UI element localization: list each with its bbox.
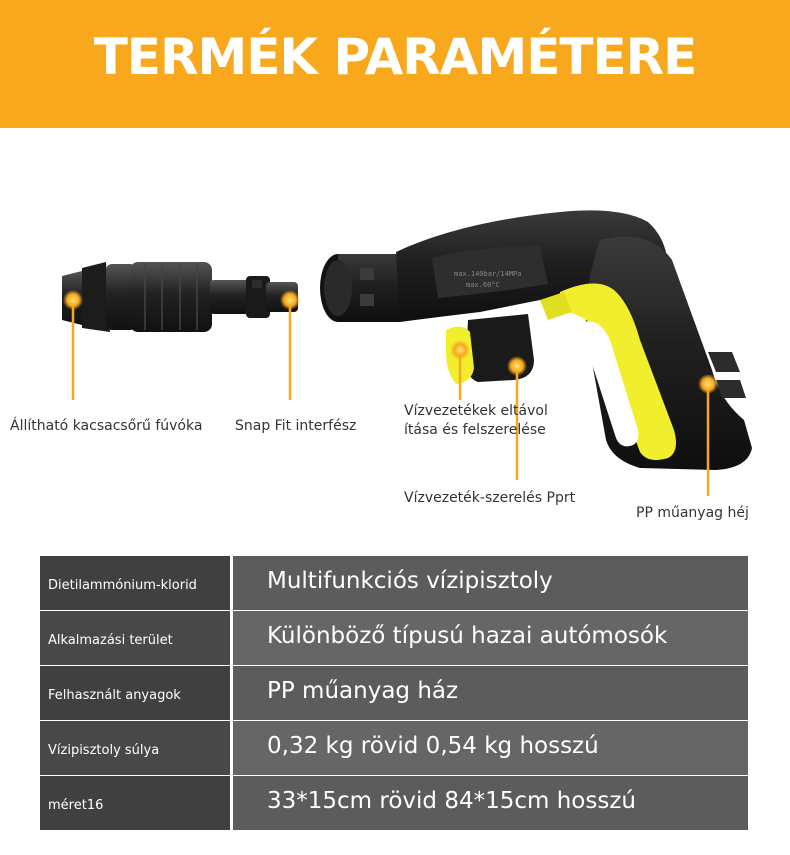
spec-value: 0,32 kg rövid 0,54 kg hosszú: [233, 721, 748, 775]
spec-key: Dietilammónium-klorid: [40, 556, 230, 610]
page-title: TERMÉK PARAMÉTERE: [93, 28, 697, 86]
callout-water-line-line1: Vízvezetékek eltávol: [404, 403, 548, 419]
gun-label-temperature: max.60°C: [466, 281, 500, 289]
spec-value: PP műanyag ház: [233, 666, 748, 720]
spec-value: 33*15cm rövid 84*15cm hosszú: [233, 776, 748, 830]
spec-key: Alkalmazási terület: [40, 611, 230, 665]
table-row: [40, 721, 748, 775]
callout-snap-fit: Snap Fit interfész: [235, 418, 357, 434]
spec-value: Különböző típusú hazai autómosók: [233, 611, 748, 665]
gun-label-pressure: max.140bar/14MPa: [454, 270, 522, 278]
spec-table: [40, 556, 748, 828]
product-illustration: [0, 128, 790, 548]
spec-key: Vízipisztoly súlya: [40, 721, 230, 775]
spec-key: Felhasznált anyagok: [40, 666, 230, 720]
header-banner: [0, 0, 790, 128]
callout-nozzle: Állítható kacsacsőrű fúvóka: [10, 418, 203, 434]
spec-value: Multifunkciós vízipisztoly: [233, 556, 748, 610]
table-row: [40, 556, 748, 610]
spec-key: méret16: [40, 776, 230, 830]
callout-shell: PP műanyag héj: [636, 505, 749, 521]
table-row: [40, 611, 748, 665]
nozzle-part: [62, 262, 298, 332]
table-row: [40, 666, 748, 720]
table-row: [40, 776, 748, 830]
callout-water-port: Vízvezeték-szerelés Pprt: [404, 490, 576, 506]
callout-water-line-line2: ítása és felszerelése: [404, 422, 546, 438]
